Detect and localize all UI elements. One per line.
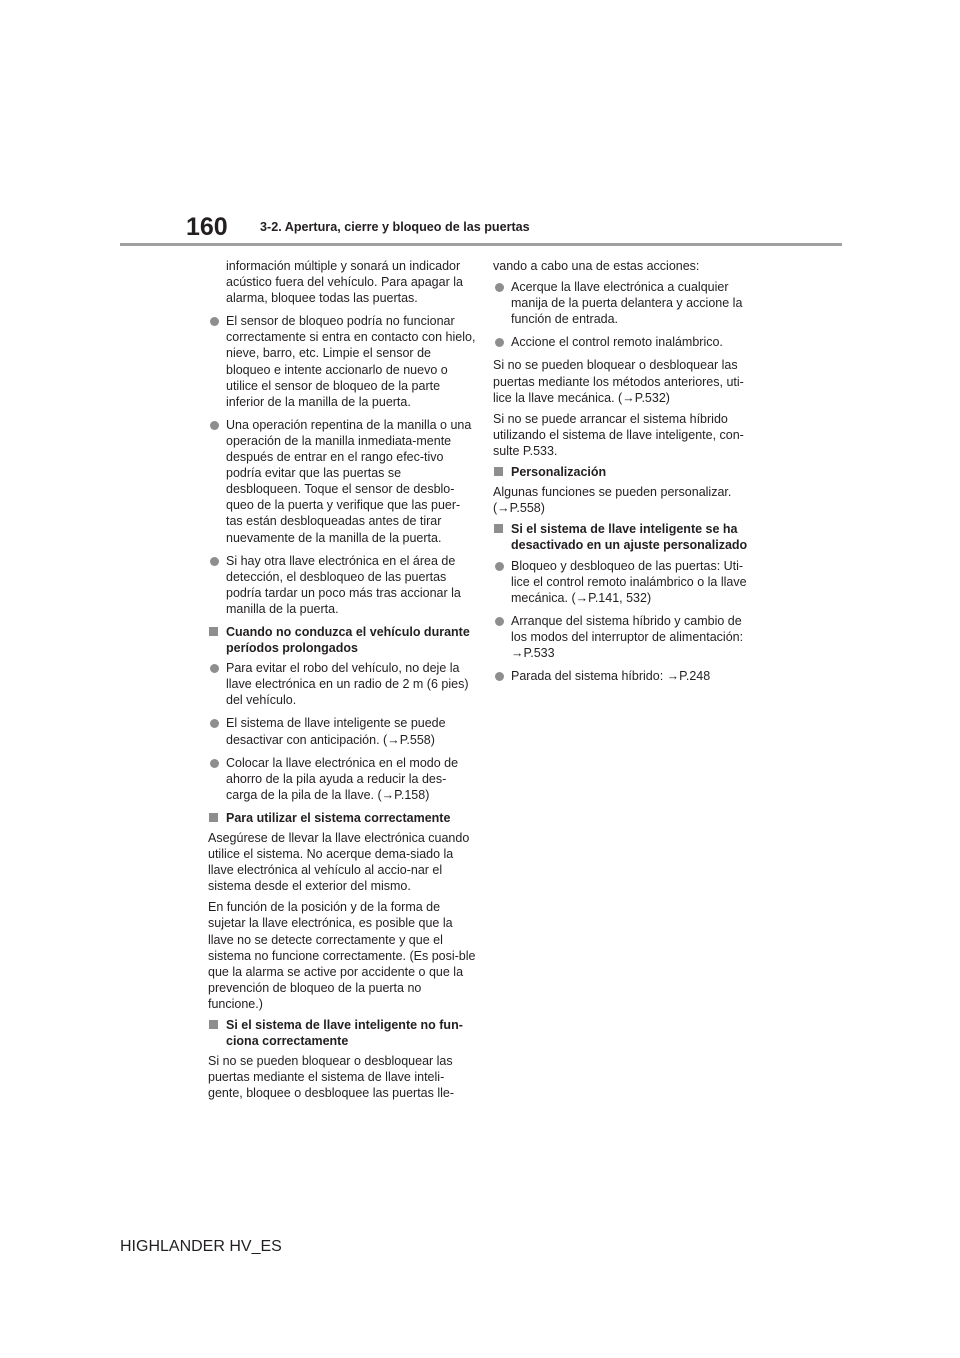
section-heading: [208, 810, 476, 826]
bullet-dot-icon: [495, 617, 504, 626]
heading-text: Personalización: [511, 465, 607, 480]
heading-text: Si el sistema de llave inteligente se ha desactivado en un ajuste personalizado: [511, 522, 748, 553]
square-marker-icon: [494, 467, 503, 476]
bullet-text: El sistema de llave inteligente se puede desactivar con anticipación. (→P.558): [226, 716, 446, 747]
bullet-text: Parada del sistema híbrido: →P.248: [511, 669, 711, 684]
paragraph: Si no se pueden bloquear o desbloquear las puertas mediante el sistema de llave inteli-gente, bloquee o desbloquee las puertas lle-: [208, 1054, 455, 1101]
bullet-text: Accione el control remoto inalámbrico.: [511, 335, 723, 350]
bullet-dot-icon: [210, 557, 219, 566]
continuation-text: vando a cabo una de estas acciones:: [493, 259, 700, 273]
left-column: [208, 258, 476, 1107]
bullet-item: [208, 313, 476, 410]
bullet-dot-icon: [210, 664, 219, 673]
bullet-dot-icon: [210, 719, 219, 728]
bullet-item: [493, 558, 761, 606]
bullet-dot-icon: [210, 759, 219, 768]
page-number: 160: [186, 213, 228, 241]
heading-text: Para utilizar el sistema correctamente: [226, 810, 451, 825]
square-marker-icon: [209, 627, 218, 636]
bullet-text: Para evitar el robo del vehículo, no deje la llave electrónica en un radio de 2 m (6 pies) del vehículo.: [226, 661, 469, 708]
bullet-text: Bloqueo y desbloqueo de las puertas: Uti-lice el control remoto inalámbrico o la llave mecánica. (→P.141, 532): [511, 558, 747, 605]
bullet-item: [208, 755, 476, 803]
header-divider: [120, 243, 842, 246]
paragraph: Si no se pueden bloquear o desbloquear las puertas mediante los métodos anteriores, uti-lice la llave mecánica. (→P.532): [493, 358, 744, 405]
bullet-text: Colocar la llave electrónica en el modo de ahorro de la pila ayuda a reducir la des-carga de la pila de la llave. (→P.158): [226, 755, 459, 802]
bullet-dot-icon: [495, 562, 504, 571]
section-heading: [208, 624, 476, 656]
bullet-item: [208, 660, 476, 708]
paragraph: Asegúrese de llevar la llave electrónica cuando utilice el sistema. No acerque dema-siado la llave electrónica al vehículo al accio-nar el sistema desde el exterior del mismo.: [208, 831, 470, 894]
section-heading: [208, 1017, 476, 1049]
paragraph: Si no se puede arrancar el sistema híbrido utilizando el sistema de llave inteligente, con-sulte P.533.: [493, 411, 744, 458]
bullet-dot-icon: [210, 317, 219, 326]
continuation-text: información múltiple y sonará un indicador acústico fuera del vehículo. Para apagar la alarma, bloquee todas las puertas.: [226, 259, 463, 306]
square-marker-icon: [494, 524, 503, 533]
footer-model-label: HIGHLANDER HV_ES: [120, 1238, 282, 1255]
bullet-item: [208, 417, 476, 546]
bullet-dot-icon: [210, 421, 219, 430]
paragraph: Algunas funciones se pueden personalizar. (→P.558): [493, 485, 732, 516]
paragraph: En función de la posición y de la forma de sujetar la llave electrónica, es posible que la llave no se detecte correctamente y que el sistema no funcione correctamente. (Es posi-ble que la alarma se active por accidente o que la prevención de bloqueo de la puerta no funcione.): [208, 900, 476, 1011]
bullet-text: Si hay otra llave electrónica en el área de detección, el desbloqueo de las puertas podría tardar un poco más tras accionar la manilla de la puerta.: [226, 553, 461, 616]
heading-text: Cuando no conduzca el vehículo durante períodos prolongados: [226, 624, 470, 656]
right-column: [493, 258, 761, 691]
bullet-dot-icon: [495, 338, 504, 347]
bullet-dot-icon: [495, 283, 504, 292]
section-heading: [493, 521, 761, 553]
heading-text: Si el sistema de llave inteligente no fun-ciona correctamente: [226, 1018, 463, 1049]
bullet-item: [208, 553, 476, 617]
bullet-dot-icon: [495, 672, 504, 681]
bullet-text: Acerque la llave electrónica a cualquier manija de la puerta delantera y accione la función de entrada.: [511, 280, 743, 327]
square-marker-icon: [209, 813, 218, 822]
section-title: 3-2. Apertura, cierre y bloqueo de las puertas: [260, 220, 530, 234]
square-marker-icon: [209, 1020, 218, 1029]
bullet-text: Una operación repentina de la manilla o una operación de la manilla inmediata-mente después de entrar en el rango efec-tivo podría evitar que las puertas se desbloqueen. Toque el sensor de desblo-queo de la puerta y verifique que las puer-tas están desbloqueadas antes de tirar nuevamente de la manilla de la puerta.: [226, 417, 472, 545]
bullet-item: [493, 279, 761, 327]
bullet-text: El sensor de bloqueo podría no funcionar correctamente si entra en contacto con hielo, nieve, barro, etc. Limpie el sensor de bloqueo e intente accionarlo de nuevo o utilice el sensor de bloqueo de la parte inferior de la manilla de la puerta.: [226, 314, 476, 409]
bullet-text: Arranque del sistema híbrido y cambio de los modos del interruptor de alimentación: →P.533: [511, 613, 744, 660]
section-heading: [493, 464, 761, 480]
bullet-item: [493, 668, 761, 684]
bullet-item: [493, 334, 761, 350]
bullet-item: [208, 715, 476, 747]
bullet-item: [493, 613, 761, 661]
